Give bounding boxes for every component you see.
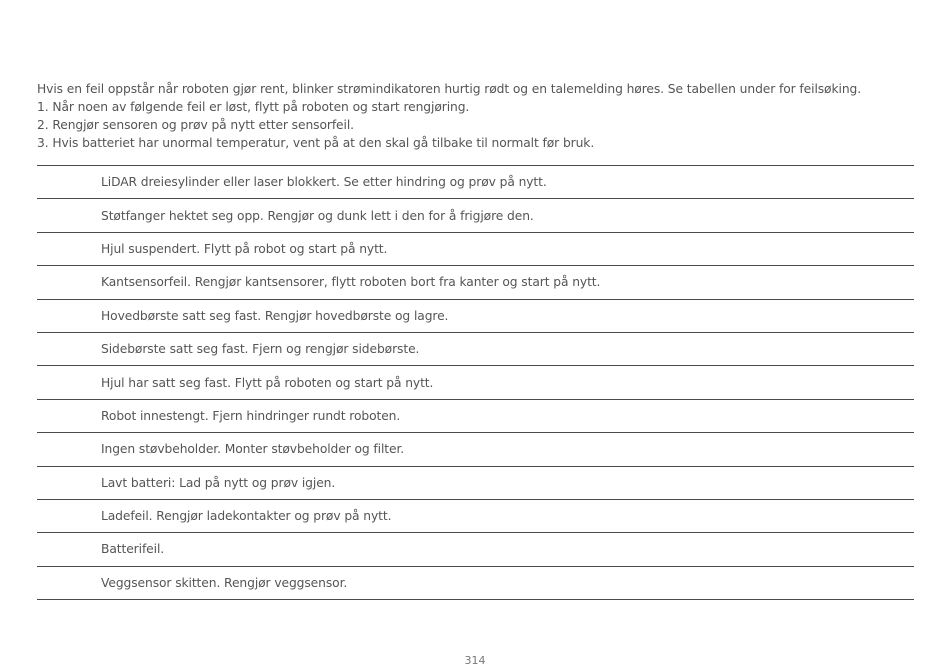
table-row	[37, 433, 914, 466]
table-row	[37, 166, 914, 199]
intro-text	[37, 80, 917, 152]
error-description: Sidebørste satt seg fast. Fjern og rengjør sidebørste.	[101, 342, 420, 357]
table-row	[37, 366, 914, 399]
table-row	[37, 300, 914, 333]
error-description: Lavt batteri: Lad på nytt og prøv igjen.	[101, 475, 336, 490]
table-row	[37, 199, 914, 232]
error-description: Kantsensorfeil. Rengjør kantsensorer, flytt roboten bort fra kanter og start på nytt.	[101, 275, 601, 290]
page-number: 314	[464, 654, 486, 667]
error-description: Robot innestengt. Fjern hindringer rundt roboten.	[101, 408, 401, 423]
table-row	[37, 467, 914, 500]
error-description: Ingen støvbeholder. Monter støvbeholder og filter.	[101, 442, 405, 457]
intro-line: 1. Når noen av følgende feil er løst, flytt på roboten og start rengjøring.	[37, 100, 470, 114]
table-row	[37, 567, 914, 600]
intro-line: 2. Rengjør sensoren og prøv på nytt etter sensorfeil.	[37, 118, 354, 132]
table-row	[37, 233, 914, 266]
error-description: LiDAR dreiesylinder eller laser blokkert. Se etter hindring og prøv på nytt.	[101, 175, 547, 190]
table-row	[37, 533, 914, 566]
error-description: Hovedbørste satt seg fast. Rengjør hovedbørste og lagre.	[101, 308, 449, 323]
table-row	[37, 400, 914, 433]
error-description: Hjul har satt seg fast. Flytt på roboten og start på nytt.	[101, 375, 434, 390]
error-description: Batterifeil.	[101, 542, 165, 557]
error-description: Støtfanger hektet seg opp. Rengjør og dunk lett i den for å frigjøre den.	[101, 208, 534, 223]
troubleshooting-table	[37, 165, 914, 600]
error-description: Veggsensor skitten. Rengjør veggsensor.	[101, 575, 348, 590]
error-description: Ladefeil. Rengjør ladekontakter og prøv på nytt.	[101, 509, 392, 524]
intro-line: Hvis en feil oppstår når roboten gjør rent, blinker strømindikatoren hurtig rødt og en talemelding høres. Se tabellen under for feilsøking.	[37, 82, 862, 96]
table-row	[37, 333, 914, 366]
table-row	[37, 266, 914, 299]
error-description: Hjul suspendert. Flytt på robot og start på nytt.	[101, 241, 388, 256]
intro-line: 3. Hvis batteriet har unormal temperatur, vent på at den skal gå tilbake til normalt før bruk.	[37, 136, 595, 150]
table-row	[37, 500, 914, 533]
